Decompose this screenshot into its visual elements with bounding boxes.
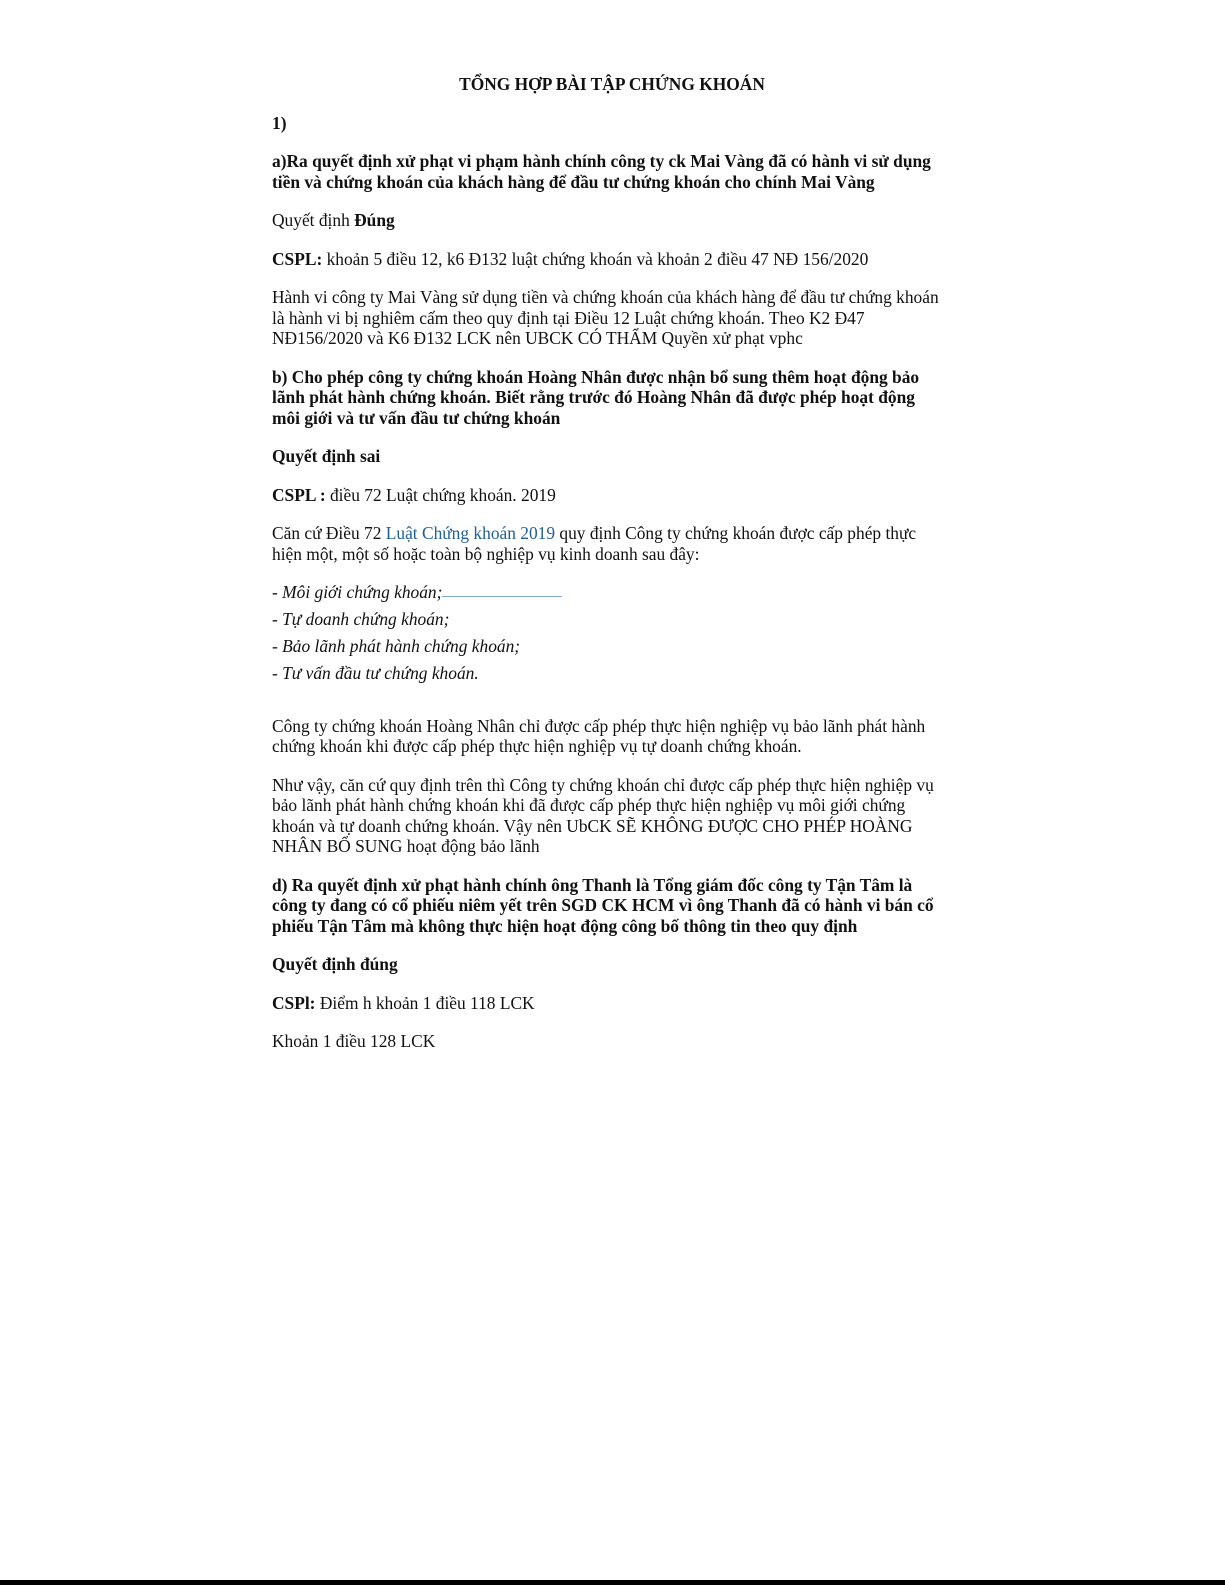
part-d-cspl <box>272 993 944 1014</box>
list-item: - Môi giới chứng khoán; <box>272 582 443 602</box>
part-b-basis-suffix: quy định Công ty chứng khoán được cấp phép thực hiện một, một số hoặc toàn bộ nghiệp vụ kinh doanh sau đây: <box>272 523 917 564</box>
document-title: TỔNG HỢP BÀI TẬP CHỨNG KHOÁN <box>459 74 765 94</box>
part-b-decision: Quyết định sai <box>272 446 381 466</box>
part-a-decision <box>272 210 944 231</box>
part-d-question: d) Ra quyết định xử phạt hành chính ông Thanh là Tổng giám đốc công ty Tận Tâm là công ty đang có cổ phiếu niêm yết trên SGD CK HCM vì ông Thanh đã có hành vi bán cổ phiếu Tận Tâm mà không thực hiện hoạt động công bố thông tin theo quy định <box>272 874 934 936</box>
part-a-cspl <box>272 249 944 270</box>
part-b-cspl-text: điều 72 Luật chứng khoán. 2019 <box>325 484 556 505</box>
law-link[interactable]: Luật Chứng khoán 2019 <box>385 523 556 543</box>
part-d-decision: Quyết định đúng <box>272 954 398 974</box>
part-a-cspl-text: khoản 5 điều 12, k6 Đ132 luật chứng khoán và khoản 2 điều 47 NĐ 156/2020 <box>322 248 869 269</box>
list-item: - Bảo lãnh phát hành chứng khoán; <box>272 636 521 656</box>
part-a-explanation: Hành vi công ty Mai Vàng sử dụng tiền và chứng khoán của khách hàng để đầu tư chứng khoán là hành vi bị nghiêm cấm theo quy định tại Điều 12 Luật chứng khoán. Theo K2 Đ47 NĐ156/2020 và K6 Đ132 LCK nên UBCK CÓ THẨM Quyền xử phạt vphc <box>272 287 939 348</box>
part-b-basis-prefix: Căn cứ Điều 72 <box>272 523 386 543</box>
document-content <box>272 74 944 1070</box>
list-item: - Tư vấn đầu tư chứng khoán. <box>272 663 479 683</box>
part-a-question: a)Ra quyết định xử phạt vi phạm hành chính công ty ck Mai Vàng đã có hành vi sử dụng tiền và chứng khoán của khách hàng để đầu tư chứng khoán cho chính Mai Vàng <box>272 151 931 192</box>
part-b-cspl <box>272 485 944 506</box>
part-b-basis <box>272 523 944 564</box>
services-list <box>272 582 944 684</box>
part-a-decision-value: Đúng <box>354 210 395 230</box>
part-b-explanation-1: Công ty chứng khoán Hoàng Nhân chỉ được cấp phép thực hiện nghiệp vụ bảo lãnh phát hành chứng khoán khi được cấp phép thực hiện nghiệp vụ tự doanh chứng khoán. <box>272 715 926 756</box>
list-item: - Tự doanh chứng khoán; <box>272 609 450 629</box>
part-b-question: b) Cho phép công ty chứng khoán Hoàng Nhân được nhận bổ sung thêm hoạt động bảo lãnh phát hành chứng khoán. Biết rằng trước đó Hoàng Nhân đã được phép hoạt động môi giới và tư vấn đầu tư chứng khoán <box>272 366 920 428</box>
services-list-wrap <box>272 582 944 684</box>
part-b-explanation-2: Như vậy, căn cứ quy định trên thì Công ty chứng khoán chỉ được cấp phép thực hiện nghiệp vụ bảo lãnh phát hành chứng khoán khi đã được cấp phép thực hiện nghiệp vụ môi giới chứng khoán và tự doanh chứng khoán. Vậy nên UbCK SẼ KHÔNG ĐƯỢC CHO PHÉP HOÀNG NHÂN BỔ SUNG hoạt động bảo lãnh <box>272 774 934 856</box>
part-a-cspl-label: CSPL: <box>272 248 323 269</box>
part-d-cspl-text: Điểm h khoản 1 điều 118 LCK <box>315 992 535 1013</box>
page-bottom-border <box>0 1580 1225 1585</box>
part-d-cspl-label: CSPl: <box>272 992 316 1013</box>
section-number: 1) <box>272 112 287 133</box>
part-d-extra: Khoản 1 điều 128 LCK <box>272 1031 436 1051</box>
part-b-cspl-label: CSPL : <box>272 484 326 505</box>
link-underline-artifact <box>442 596 562 597</box>
part-a-decision-prefix: Quyết định <box>272 210 355 230</box>
